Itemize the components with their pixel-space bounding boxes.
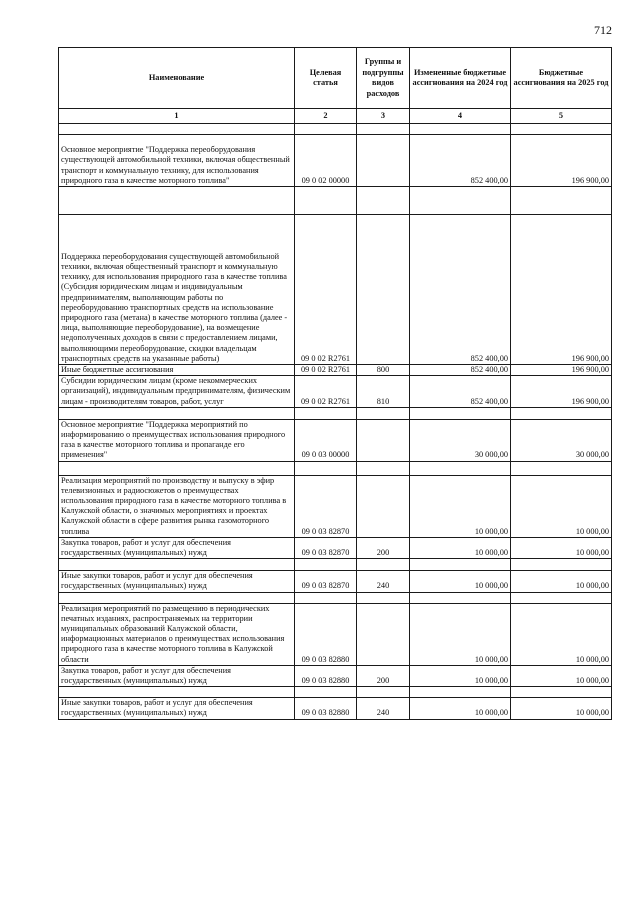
row-target: 09 0 03 82870 [295,537,357,558]
row-amount-2025: 196 900,00 [511,376,612,408]
row-group [357,419,410,461]
row-amount-2024: 10 000,00 [410,603,511,665]
row-amount-2024: 10 000,00 [410,571,511,592]
row-amount-2024: 30 000,00 [410,419,511,461]
budget-table [58,47,612,720]
table-row [59,603,612,665]
header-group: Группы и подгруппы видов расходов [357,48,410,109]
row-amount-2025: 10 000,00 [511,698,612,719]
table-row [59,665,612,686]
row-name: Реализация мероприятий по производству и выпуску в эфир телевизионных и радиосюжетов о преимуществах использования природного газа в качестве моторного топлива в Калужской области, о значимых мероприятиях и проектах Калужской области в сфере развития рынка газомоторного топлива [59,475,295,537]
table-row [59,698,612,719]
table-row [59,376,612,408]
table-gap [59,559,612,571]
row-target: 09 0 03 00000 [295,419,357,461]
header-amount-2025: Бюджетные ассигнования на 2025 год [511,48,612,109]
table-gap [59,592,612,603]
row-target: 09 0 02 R2761 [295,365,357,376]
row-amount-2025: 10 000,00 [511,537,612,558]
column-number-row [59,109,612,124]
row-group: 240 [357,571,410,592]
row-target: 09 0 03 82870 [295,475,357,537]
row-target: 09 0 02 00000 [295,135,357,187]
row-name: Основное мероприятие "Поддержка переоборудования существующей автомобильной техники, включая общественный транспорт и коммунальную технику, для использования природного газа в качестве моторного топлива" [59,135,295,187]
column-number: 3 [357,109,410,124]
column-number: 1 [59,109,295,124]
row-target: 09 0 03 82880 [295,665,357,686]
row-amount-2024: 10 000,00 [410,475,511,537]
row-amount-2025: 196 900,00 [511,365,612,376]
row-group: 200 [357,665,410,686]
row-name: Закупка товаров, работ и услуг для обеспечения государственных (муниципальных) нужд [59,665,295,686]
column-number: 5 [511,109,612,124]
row-group [357,603,410,665]
row-amount-2024: 852 400,00 [410,215,511,365]
table-gap [59,461,612,475]
row-group [357,135,410,187]
row-name: Иные закупки товаров, работ и услуг для обеспечения государственных (муниципальных) нужд [59,571,295,592]
row-group: 800 [357,365,410,376]
row-amount-2024: 852 400,00 [410,376,511,408]
table-gap [59,187,612,215]
row-group [357,475,410,537]
row-amount-2025: 196 900,00 [511,215,612,365]
table-gap [59,407,612,419]
row-target: 09 0 02 R2761 [295,376,357,408]
table-row [59,571,612,592]
row-amount-2024: 10 000,00 [410,698,511,719]
row-amount-2024: 10 000,00 [410,665,511,686]
row-group [357,215,410,365]
row-amount-2025: 30 000,00 [511,419,612,461]
row-amount-2025: 10 000,00 [511,571,612,592]
column-number: 4 [410,109,511,124]
table-row [59,419,612,461]
row-name: Закупка товаров, работ и услуг для обеспечения государственных (муниципальных) нужд [59,537,295,558]
page-number: 712 [594,23,612,37]
row-amount-2025: 10 000,00 [511,475,612,537]
row-amount-2024: 852 400,00 [410,135,511,187]
row-name: Иные закупки товаров, работ и услуг для обеспечения государственных (муниципальных) нужд [59,698,295,719]
row-target: 09 0 03 82880 [295,698,357,719]
table-row [59,475,612,537]
row-amount-2024: 10 000,00 [410,537,511,558]
header-name: Наименование [59,48,295,109]
row-name: Иные бюджетные ассигнования [59,365,295,376]
table-gap [59,687,612,698]
row-group: 240 [357,698,410,719]
row-name: Основное мероприятие "Поддержка мероприятий по информированию о преимуществах использования природного газа в качестве моторного топлива и пропаганде его применения" [59,419,295,461]
row-amount-2025: 10 000,00 [511,665,612,686]
row-target: 09 0 03 82880 [295,603,357,665]
row-group: 810 [357,376,410,408]
header-amount-2024: Измененные бюджетные ассигнования на 2024 год [410,48,511,109]
row-name: Субсидии юридическим лицам (кроме некоммерческих организаций), индивидуальным предпринимателям, физическим лицам - производителям товаров, работ, услуг [59,376,295,408]
row-name: Реализация мероприятий по размещению в периодических печатных изданиях, распространяемых на территории муниципальных образований Калужской области, информационных материалов о преимуществах использования природного газа в качестве моторного топлива в Калужской области [59,603,295,665]
row-amount-2024: 852 400,00 [410,365,511,376]
table-row [59,135,612,187]
header-row [59,48,612,109]
table-row [59,365,612,376]
row-group: 200 [357,537,410,558]
row-name: Поддержка переоборудования существующей автомобильной техники, включая общественный транспорт и коммунальную технику, для использования природного газа в качестве топлива (Субсидия юридическим лицам и индивидуальным предпринимателям, выполняющим работы по переоборудованию транспортных средств на использование природного газа (метана) в качестве моторного топлива (далее - лица, выполняющие переоборудование), на возмещение недополученных доходов в связи с предоставлением лицами, выполняющими переоборудование, скидки владельцам транспортных средств на указанные работы) [59,215,295,365]
row-target: 09 0 03 82870 [295,571,357,592]
column-number: 2 [295,109,357,124]
table-row [59,537,612,558]
table-row [59,215,612,365]
table-gap [59,124,612,135]
row-amount-2025: 196 900,00 [511,135,612,187]
row-target: 09 0 02 R2761 [295,215,357,365]
row-amount-2025: 10 000,00 [511,603,612,665]
header-target: Целевая статья [295,48,357,109]
